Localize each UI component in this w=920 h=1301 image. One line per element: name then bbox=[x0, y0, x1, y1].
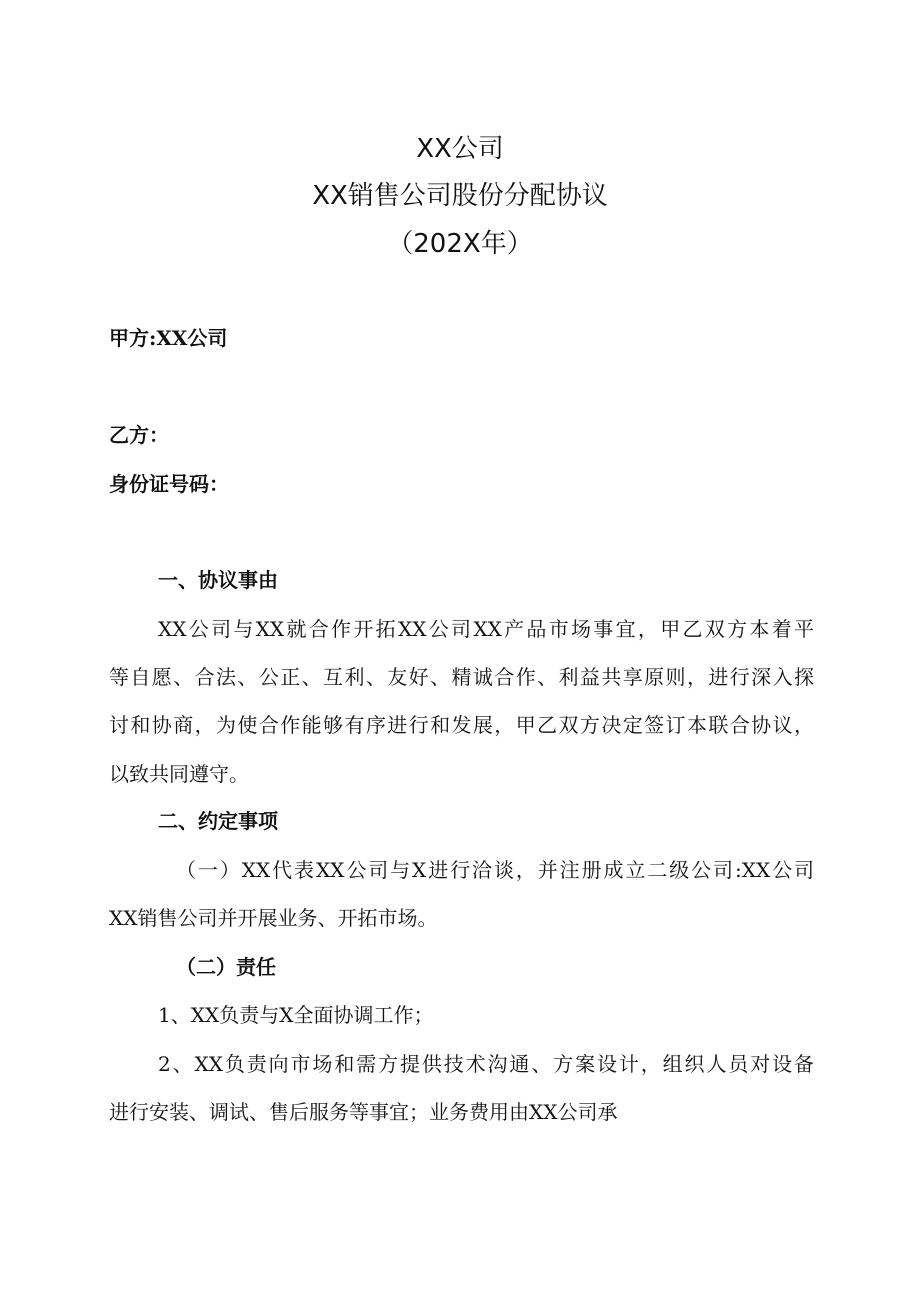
responsibility-item: 1、XX负责与X全面协调工作； bbox=[158, 1003, 434, 1027]
responsibility-item: 进行安装、调试、售后服务等事宜；业务费用由XX公司承 bbox=[109, 1100, 618, 1124]
section-2-heading: 二、约定事项 bbox=[158, 809, 278, 833]
party-a-line: 甲方:XX公司 bbox=[109, 326, 228, 350]
id-number-line: 身份证号码： bbox=[109, 472, 229, 496]
responsibility-item: 2、XX负责向市场和需方提供技术沟通、方案设计，组织人员对设备 bbox=[158, 1052, 814, 1076]
section-2-item-1-line: （一）XX代表XX公司与X进行洽谈，并注册成立二级公司:XX公司 bbox=[176, 858, 814, 882]
document-company-title: XX公司 bbox=[416, 134, 504, 164]
party-b-line: 乙方： bbox=[109, 423, 169, 447]
section-1-paragraph-line: 等自愿、合法、公正、互利、友好、精诚合作、利益共享原则，进行深入探 bbox=[109, 665, 814, 689]
section-1-heading: 一、协议事由 bbox=[158, 568, 278, 592]
section-2-item-1-line: XX销售公司并开展业务、开拓市场。 bbox=[109, 906, 438, 930]
document-year: （202X年） bbox=[387, 229, 533, 259]
document-title: XX销售公司股份分配协议 bbox=[312, 181, 608, 211]
section-1-paragraph-line: XX公司与XX就合作开拓XX公司XX产品市场事宜，甲乙双方本着平 bbox=[158, 617, 814, 641]
section-1-paragraph-line: 讨和协商，为使合作能够有序进行和发展，甲乙双方决定签订本联合协议， bbox=[109, 713, 814, 737]
section-1-paragraph-line: 以致共同遵守。 bbox=[109, 762, 249, 786]
section-2-item-2-heading: （二）责任 bbox=[176, 955, 276, 979]
